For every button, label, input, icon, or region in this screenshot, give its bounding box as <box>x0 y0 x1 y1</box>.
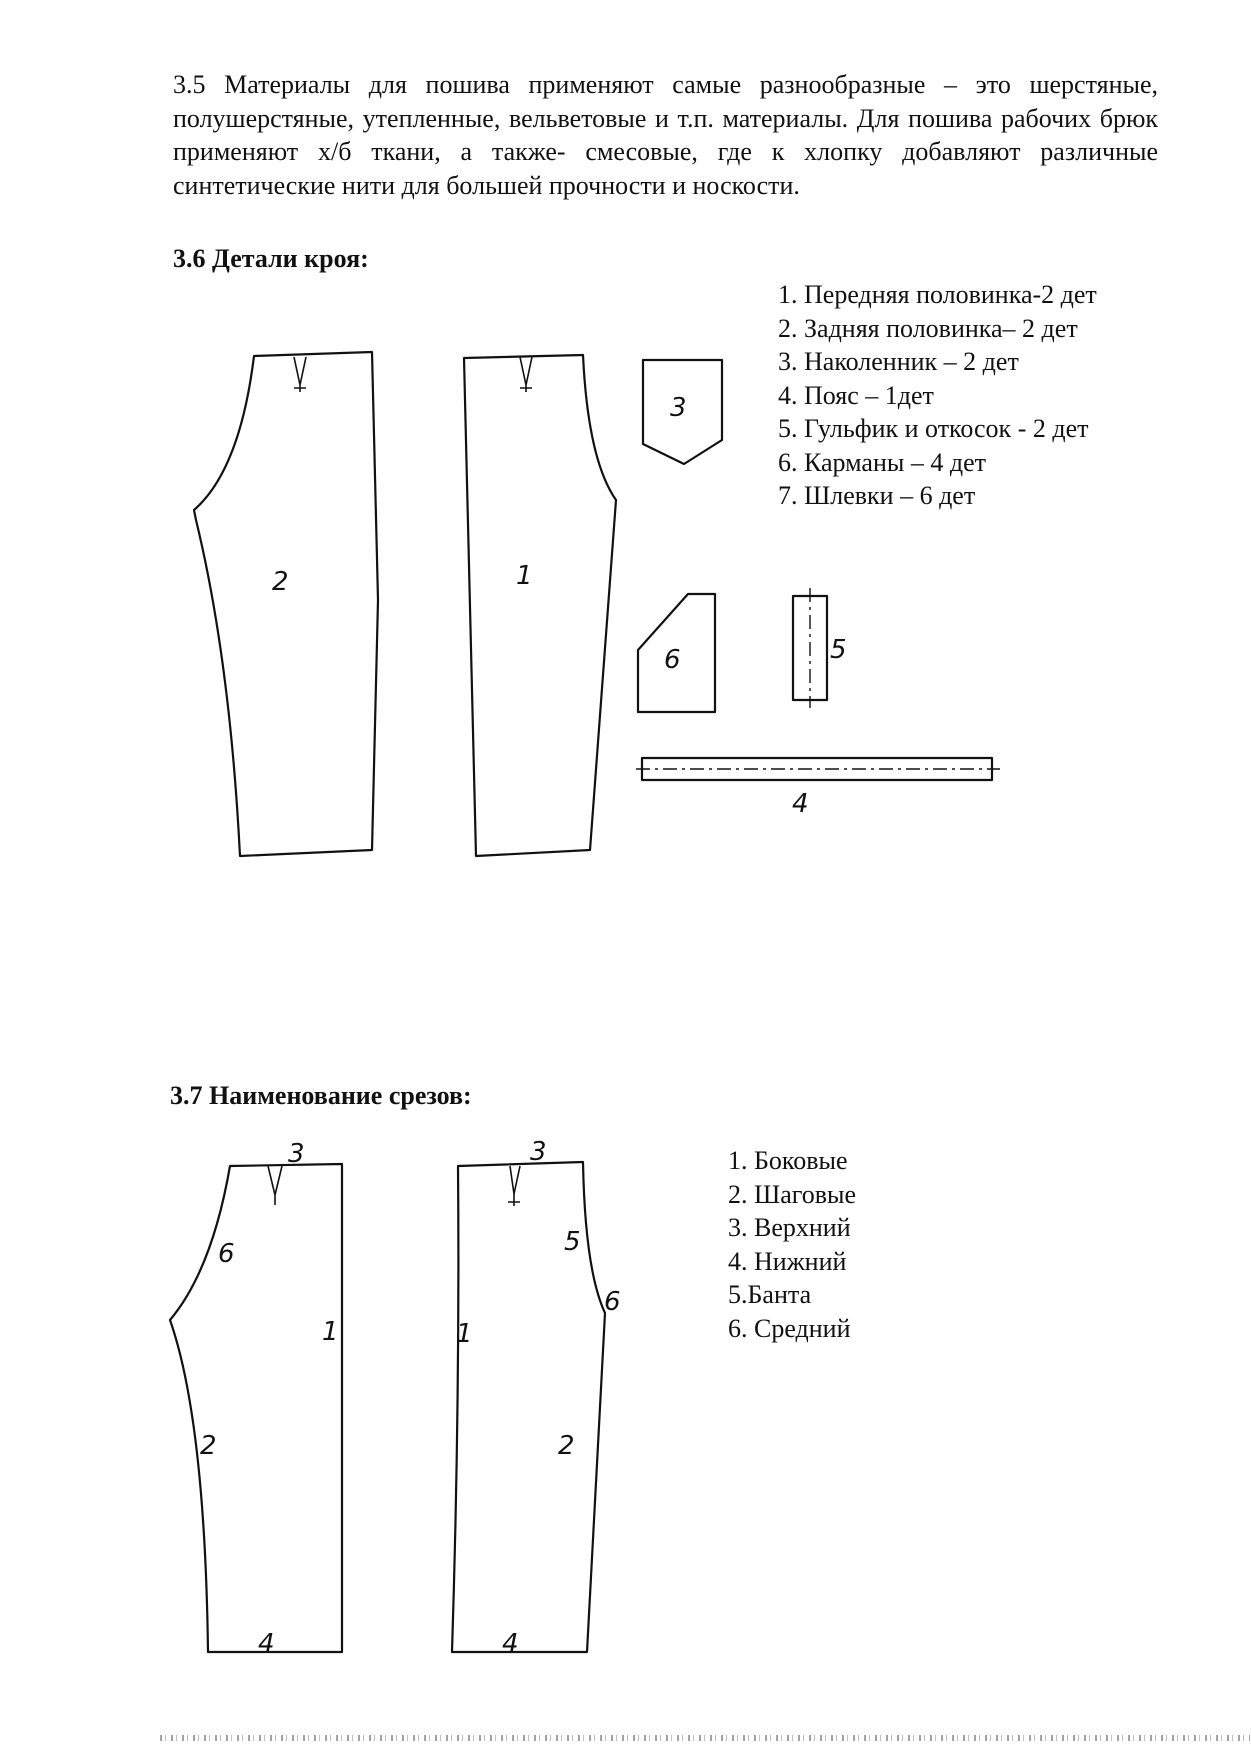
list-item: 2. Задняя половинка– 2 дет <box>778 313 1078 343</box>
list-item: 6. Карманы – 4 дет <box>778 447 986 477</box>
heading-cut-edges: 3.7 Наименование срезов: <box>170 1081 472 1110</box>
front-inseam-edge-label: 2 <box>558 1431 575 1461</box>
back-half-label: 2 <box>272 567 289 597</box>
waistband-label: 4 <box>792 789 809 819</box>
front-side-edge-label: 1 <box>456 1319 473 1349</box>
fly-label: 5 <box>830 635 847 665</box>
back-side-edge-label: 1 <box>322 1317 339 1347</box>
heading-cut-details: 3.6 Детали кроя: <box>173 244 369 273</box>
list-item: 1. Боковые <box>728 1146 848 1175</box>
list-item: 5. Гульфик и откосок - 2 дет <box>778 414 1089 443</box>
list-item: 5.Банта <box>728 1280 812 1309</box>
fly-pattern <box>793 588 847 708</box>
pocket-pattern <box>638 594 715 712</box>
list-item: 4. Нижний <box>728 1246 847 1276</box>
front-top-edge-label: 3 <box>530 1137 547 1167</box>
pocket-label: 6 <box>664 645 681 675</box>
front-bottom-edge-label: 4 <box>502 1629 519 1659</box>
paragraph-3-5: 3.5 Материалы для пошива применяют самые разнообразные – это шерстяные, полушерстяные, утепленные, вельветовые и т.п. материалы. Для пошива рабочих брюк применяют х/б ткани, а также- смесовые, где к хлопку добавляют различные синтетические нити для большей прочности и носкости. <box>173 70 1158 200</box>
waistband-pattern <box>636 758 1000 819</box>
list-item: 3. Наколенник – 2 дет <box>778 347 1019 376</box>
back-bottom-edge-label: 4 <box>258 1629 275 1659</box>
back-half-pattern <box>194 352 378 856</box>
list-item: 3. Верхний <box>728 1213 851 1242</box>
front-half-edges-pattern <box>452 1137 621 1659</box>
front-fly-edge-label: 5 <box>564 1227 581 1257</box>
front-half-pattern <box>464 355 616 856</box>
back-middle-edge-label: 6 <box>218 1239 235 1269</box>
back-top-edge-label: 3 <box>288 1139 305 1169</box>
list-item: 1. Передняя половинка-2 дет <box>778 280 1097 309</box>
front-middle-edge-label: 6 <box>604 1287 621 1317</box>
front-half-label: 1 <box>516 561 533 591</box>
list-item: 6. Средний <box>728 1313 851 1343</box>
list-item: 7. Шлевки – 6 дет <box>778 481 976 510</box>
scan-noise-strip <box>160 1735 1250 1741</box>
knee-patch-pattern <box>643 360 722 464</box>
knee-patch-label: 3 <box>670 393 687 423</box>
list-item: 4. Пояс – 1дет <box>778 380 934 410</box>
list-item: 2. Шаговые <box>728 1179 857 1209</box>
back-inseam-edge-label: 2 <box>200 1431 217 1461</box>
back-half-edges-pattern <box>170 1139 342 1659</box>
